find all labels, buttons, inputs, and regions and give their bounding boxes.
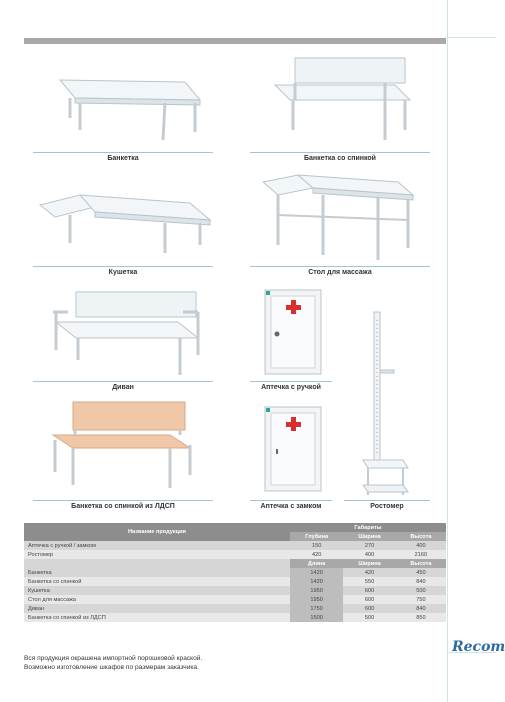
caption-line xyxy=(250,381,332,382)
product-first-aid-handle xyxy=(263,288,325,376)
caption-bench-ldsp: Банкетка со спинкой из ЛДСП xyxy=(71,503,175,510)
header-dimensions: Габариты xyxy=(290,523,446,532)
bench-back-image xyxy=(265,55,415,150)
stadiometer-image xyxy=(358,310,413,500)
subheader-length: Длина xyxy=(290,559,343,568)
bench-ldsp-image xyxy=(45,400,195,495)
brand-logo: Recom xyxy=(452,639,505,655)
caption-line xyxy=(344,500,430,501)
caption-bench-back: Банкетка со спинкой xyxy=(304,155,376,162)
product-bench-ldsp xyxy=(45,400,195,495)
table-row: Диван 1750 600 840 xyxy=(24,604,446,613)
spec-table xyxy=(24,523,446,622)
subheader-height: Высота xyxy=(396,532,446,541)
product-bench-back xyxy=(265,55,415,150)
product-sofa xyxy=(48,290,208,380)
product-first-aid-lock xyxy=(263,405,325,493)
bench-image xyxy=(45,70,215,150)
massage-table-image xyxy=(258,170,418,265)
caption-first-aid-handle: Аптечка с ручкой xyxy=(261,384,321,391)
header-product-name: Название продукции xyxy=(24,523,290,541)
first-aid-lock-image xyxy=(263,405,325,493)
product-massage-table xyxy=(258,170,418,265)
caption-sofa: Диван xyxy=(112,384,134,391)
caption-line xyxy=(250,266,430,267)
product-couch xyxy=(40,185,215,260)
subheader-height: Высота xyxy=(396,559,446,568)
caption-line xyxy=(33,152,213,153)
header-bar xyxy=(24,38,446,44)
caption-line xyxy=(33,381,213,382)
table-row: Кушетка 1950 600 500 xyxy=(24,586,446,595)
caption-massage-table: Стол для массажа xyxy=(308,269,372,276)
product-stadiometer xyxy=(358,310,413,500)
caption-line xyxy=(33,500,213,501)
subheader-width: Ширина xyxy=(343,559,396,568)
product-bench xyxy=(45,70,215,150)
first-aid-handle-image xyxy=(263,288,325,376)
table-row: Аптечка с ручкой / замком 150 270 400 xyxy=(24,541,446,550)
subheader-width: Ширина xyxy=(343,532,396,541)
page-guide-vertical xyxy=(447,0,448,702)
table-row: Стол для массажа 1950 600 750 xyxy=(24,595,446,604)
page-guide-top xyxy=(447,37,496,38)
note-paint: Вся продукция окрашена импортной порошковой краской. xyxy=(24,655,203,662)
caption-line xyxy=(33,266,213,267)
caption-couch: Кушетка xyxy=(108,269,138,276)
table-row: Банкетка 1420 420 450 xyxy=(24,568,446,577)
subheader-depth: Глубина xyxy=(290,532,343,541)
table-header-row xyxy=(24,523,446,532)
table-row: Банкетка со спинкой 1420 550 840 xyxy=(24,577,446,586)
caption-line xyxy=(250,500,332,501)
sofa-image xyxy=(48,290,208,380)
couch-image xyxy=(40,185,215,260)
table-row: Банкетка со спинкой из ЛДСП 1500 500 850 xyxy=(24,613,446,622)
caption-line xyxy=(250,152,430,153)
table-subheader-row xyxy=(24,559,446,568)
note-custom-size: Возможно изготовление шкафов по размерам заказчика. xyxy=(24,664,199,671)
lock-icon xyxy=(276,449,278,454)
caption-first-aid-lock: Аптечка с замком xyxy=(260,503,322,510)
caption-stadiometer: Ростомер xyxy=(370,503,404,510)
caption-bench: Банкетка xyxy=(107,155,139,162)
handle-icon xyxy=(275,332,280,337)
table-row: Ростомер 420 400 2160 xyxy=(24,550,446,559)
